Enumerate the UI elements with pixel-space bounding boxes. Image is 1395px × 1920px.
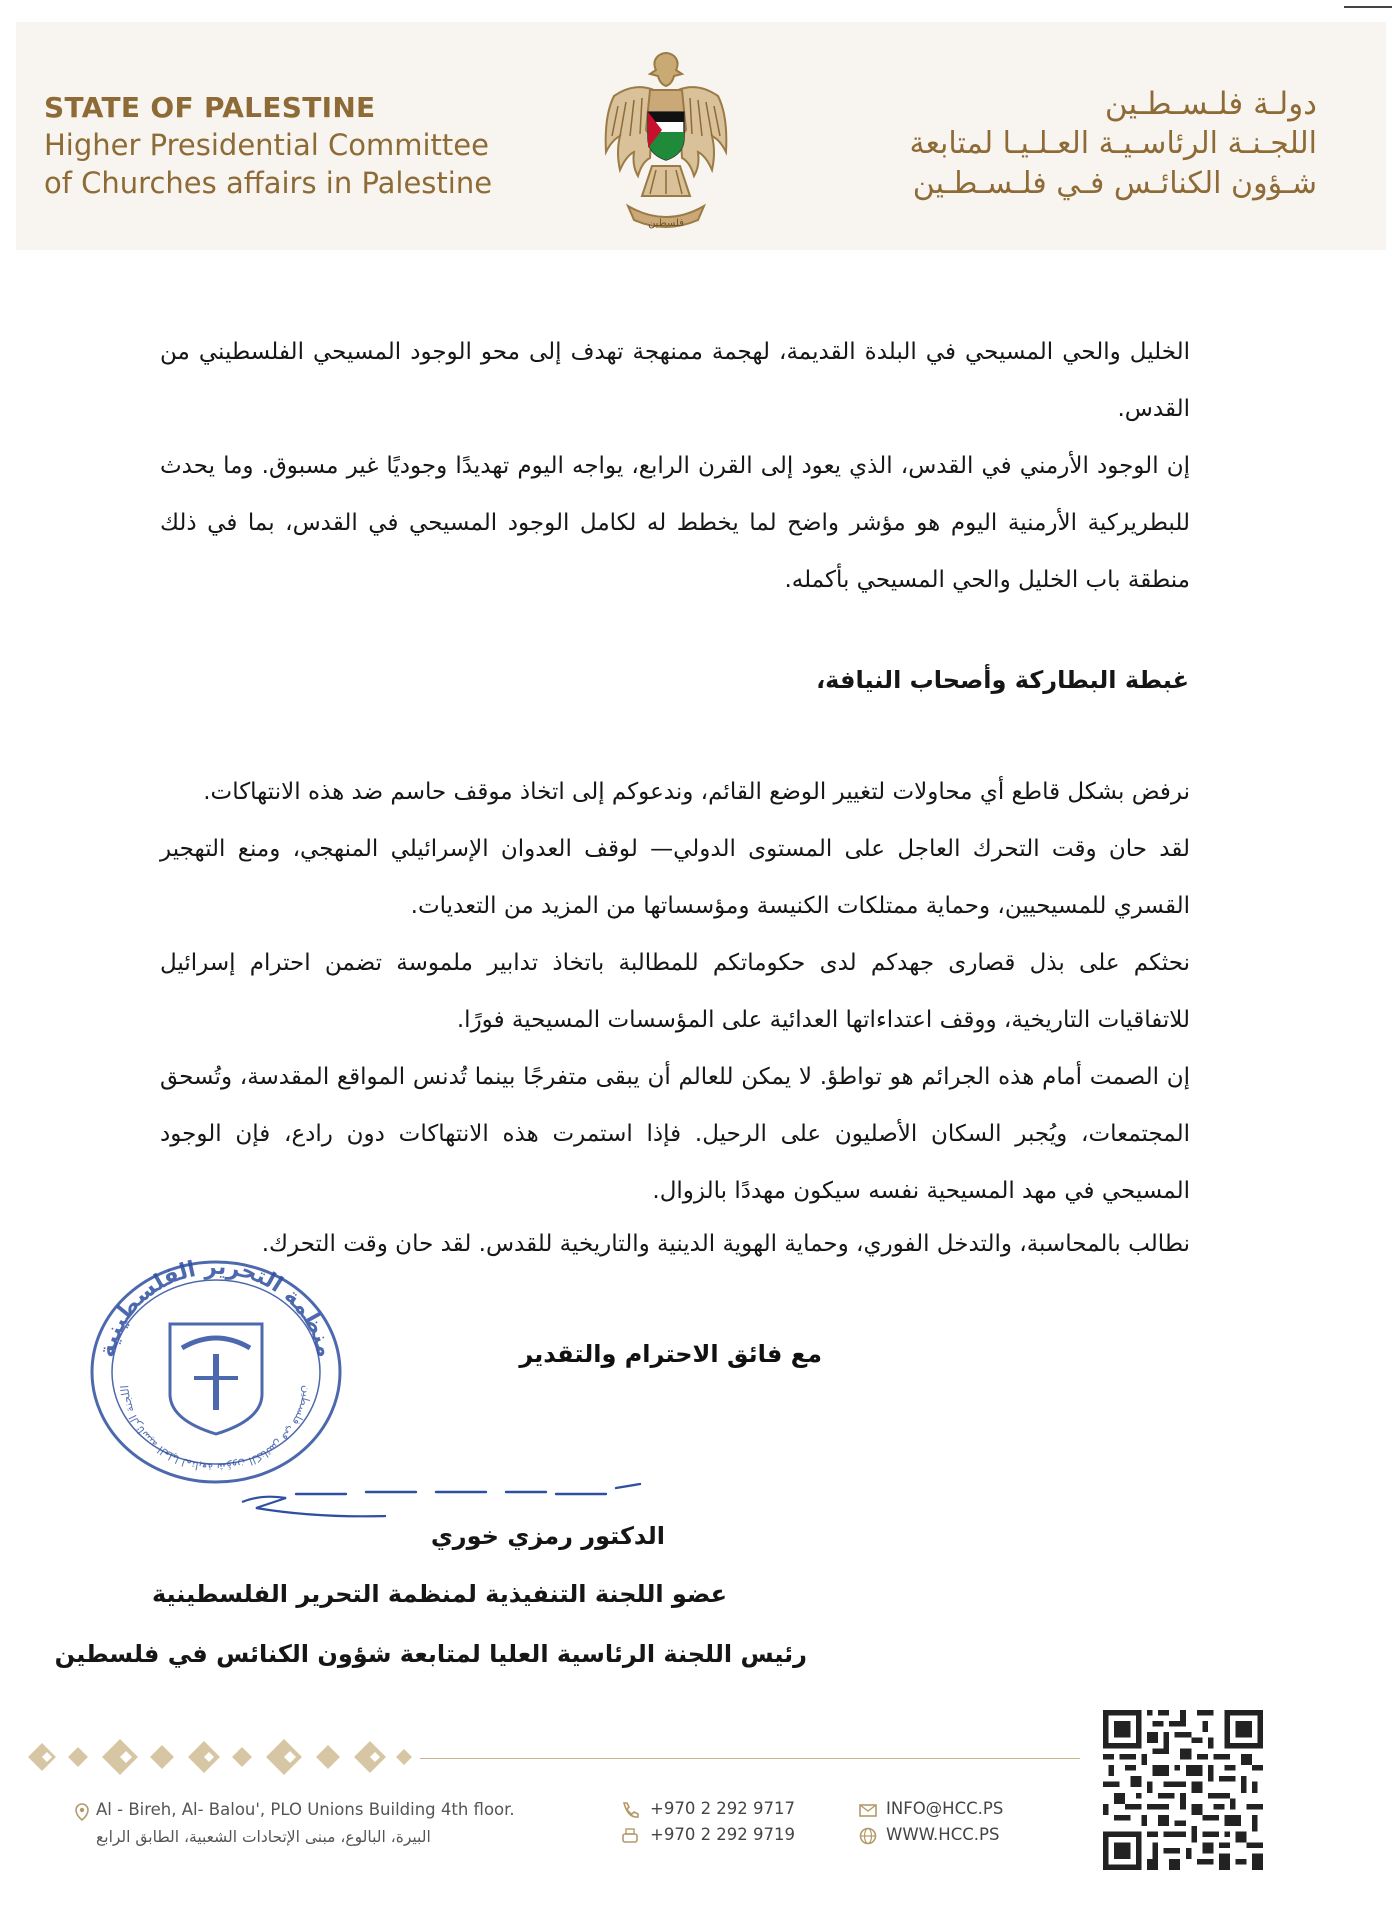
org-name-en-line2: of Churches affairs in Palestine <box>44 166 493 200</box>
letterhead-arabic <box>910 84 1318 204</box>
palestine-eagle-emblem-icon <box>598 46 734 238</box>
letter-body <box>160 324 1190 609</box>
official-stamp <box>82 1254 350 1490</box>
fax-icon <box>620 1826 640 1846</box>
signatory-title-2: رئيس اللجنة الرئاسية العليا لمتابعة شؤون الكنائس في فلسطين <box>54 1640 807 1668</box>
website-url: WWW.HCC.PS <box>886 1825 1000 1844</box>
email-icon <box>858 1800 878 1820</box>
paragraph-5: نحثكم على بذل قصارى جهدكم لدى حكوماتكم للمطالبة باتخاذ تدابير ملموسة تضمن احترام إسرائيل للاتفاقيات التاريخية، ووقف اعتداءاتها العدائية على المؤسسات المسيحية فورًا. <box>160 950 1190 1033</box>
signatory-name: الدكتور رمزي خوري <box>430 1522 665 1550</box>
letterhead-english <box>44 90 492 202</box>
edge-mark <box>1344 6 1392 8</box>
decorative-pattern <box>18 1730 418 1784</box>
org-name-en-line1: Higher Presidential Committee <box>44 128 489 162</box>
fax-number: +970 2 292 9719 <box>650 1825 796 1844</box>
org-state-ar: دولـة فلـسـطـين <box>1104 86 1317 122</box>
stamp-inner-text: اللجنة الرئاسية العليا لمتابعة شؤون الكنائس في فلسطين <box>118 1384 314 1475</box>
phone-number: +970 2 292 9717 <box>650 1799 796 1818</box>
address-english: Al - Bireh, Al- Balou', PLO Unions Building 4th floor. <box>96 1800 515 1819</box>
closing-line: مع فائق الاحترام والتقدير <box>519 1340 822 1368</box>
org-name-ar-line2: شـؤون الكنائـس فـي فلـسـطـين <box>912 166 1317 201</box>
signatory-title-1: عضو اللجنة التنفيذية لمنظمة التحرير الفلسطينية <box>151 1580 727 1608</box>
globe-icon <box>858 1826 878 1846</box>
paragraph-6: إن الصمت أمام هذه الجرائم هو تواطؤ. لا يمكن للعالم أن يبقى متفرجًا بينما تُدنس المواقع المقدسة، وتُسحق المجتمعات، ويُجبر السكان الأصليون على الرحيل. فإذا استمرت هذه الانتهاكات دون رادع، فإن الوجود المسيحي في مهد المسيحية نفسه سيكون مهددًا بالزوال. <box>160 1064 1190 1204</box>
location-pin-icon <box>72 1802 92 1822</box>
address-arabic: البيرة، البالوع، مبنى الإتحادات الشعبية، الطابق الرابع <box>96 1828 431 1846</box>
paragraph-4: لقد حان وقت التحرك العاجل على المستوى الدولي— لوقف العدوان الإسرائيلي المنهجي، ومنع التهجير القسري للمسيحيين، وحماية ممتلكات الكنيسة ومؤسساتها من المزيد من التعديات. <box>160 836 1190 919</box>
paragraph-2: إن الوجود الأرمني في القدس، الذي يعود إلى القرن الرابع، يواجه اليوم تهديدًا وجوديًا غير مسبوق. وما يحدث للبطريركية الأرمنية اليوم هو مؤشر واضح لما يخطط له لكامل الوجود المسيحي في القدس، بما في ذلك منطقة باب الخليل والحي المسيحي بأكمله. <box>160 453 1190 593</box>
email-address: INFO@HCC.PS <box>886 1799 1004 1818</box>
emblem-text: فلسطين <box>648 218 684 229</box>
footer-divider <box>420 1758 1080 1759</box>
paragraph-1: الخليل والحي المسيحي في البلدة القديمة، لهجمة ممنهجة تهدف إلى محو الوجود المسيحي الفلسطيني من القدس. <box>160 339 1190 422</box>
paragraph-3: نرفض بشكل قاطع أي محاولات لتغيير الوضع القائم، وندعوكم إلى اتخاذ موقف حاسم ضد هذه الانتهاكات. <box>203 779 1190 805</box>
qr-code <box>1103 1710 1263 1870</box>
salutation-heading: غبطة البطاركة وأصحاب النيافة، <box>816 666 1189 694</box>
paragraph-7: نطالب بالمحاسبة، والتدخل الفوري، وحماية الهوية الدينية والتاريخية للقدس. لقد حان وقت التحرك. <box>261 1231 1190 1257</box>
org-state-en: STATE OF PALESTINE <box>44 91 376 124</box>
stamp-outer-text: منظمة التحرير الفلسطينية <box>94 1254 338 1360</box>
org-name-ar-line1: اللجـنـة الرئاسـيـة العـلـيـا لمتابعة <box>909 126 1317 161</box>
phone-icon <box>620 1800 640 1820</box>
letter-body-continued <box>160 764 1190 1268</box>
